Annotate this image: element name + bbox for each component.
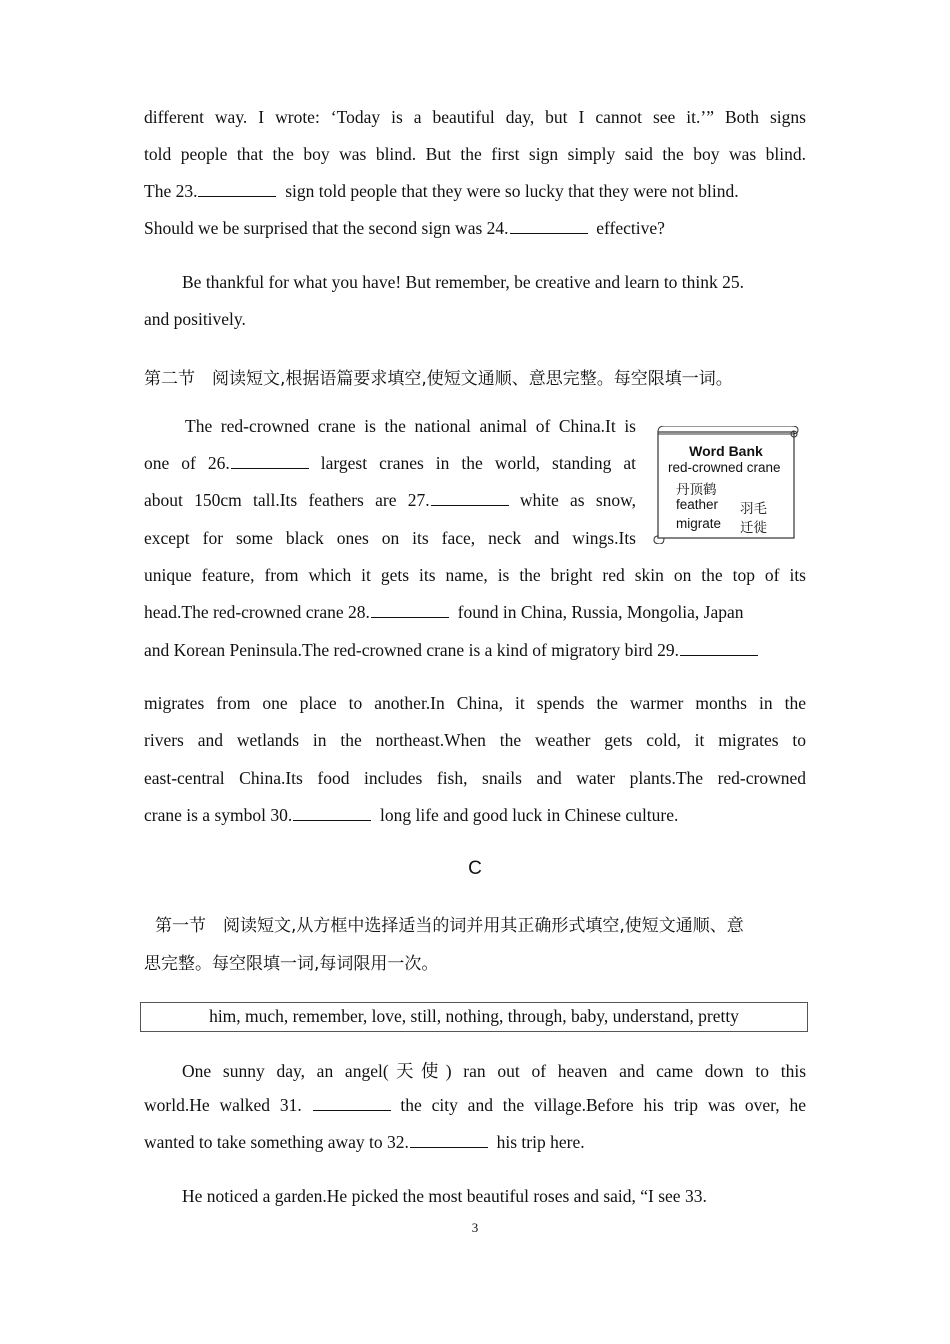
blank-31[interactable] (313, 1096, 391, 1111)
page-number: 3 (471, 1220, 479, 1235)
passage-line: world.He walked 31. the city and the village.Before his trip was over, he (144, 1095, 807, 1115)
word-bank-entry-cn: 迁徙 (740, 520, 767, 535)
word-bank-entry-cn: 羽毛 (740, 501, 767, 516)
passage-line: Should we be surprised that the second sign was 24. effective? (144, 218, 665, 238)
blank-27[interactable] (431, 491, 509, 506)
word-bank-entry-en: red-crowned crane (668, 460, 781, 475)
passage-line: except for some black ones on its face, neck and wings.Its (144, 528, 636, 548)
passage-line: The red-crowned crane is the national animal of China.It is (185, 416, 636, 436)
passage-line: He noticed a garden.He picked the most beautiful roses and said, “I see 33. (182, 1186, 707, 1206)
blank-24[interactable] (510, 219, 588, 234)
passage-line: The 23. sign told people that they were so lucky that they were not blind. (144, 181, 739, 201)
word-bank-entry-en: migrate (676, 516, 722, 531)
blank-30[interactable] (293, 806, 371, 821)
word-bank-entry-cn: 丹顶鹤 (676, 482, 717, 497)
passage-line: told people that the boy was blind. But the first sign simply said the boy was blind. (144, 144, 806, 164)
passage-line: different way. I wrote: ‘Today is a beautiful day, but I cannot see it.’” Both signs (144, 107, 806, 127)
word-bank-entry-en: feather (676, 497, 719, 512)
passage-line: unique feature, from which it gets its name, is the bright red skin on the top of its (144, 565, 806, 585)
passage-line: Be thankful for what you have! But remember, be creative and learn to think 25. (182, 272, 745, 292)
blank-29[interactable] (680, 641, 758, 656)
passage-line: crane is a symbol 30. long life and good luck in Chinese culture. (144, 805, 679, 825)
section-heading: 第一节 阅读短文,从方框中选择适当的词并用其正确形式填空,使短文通顺、意 (155, 916, 744, 936)
passage-line: about 150cm tall.Its feathers are 27. white as snow, (144, 490, 636, 510)
passage-line: wanted to take something away to 32. his trip here. (144, 1132, 585, 1152)
blank-32[interactable] (410, 1133, 488, 1148)
word-bank-title: Word Bank (689, 443, 763, 459)
word-choice-box: him, much, remember, love, still, nothing, through, baby, understand, pretty (140, 1002, 808, 1032)
section-heading: 思完整。每空限填一词,每词限用一次。 (144, 954, 439, 974)
blank-23[interactable] (198, 182, 276, 197)
passage-line: east-central China.Its food includes fish, snails and water plants.The red-crowned (144, 768, 806, 788)
part-letter: C (468, 858, 482, 879)
passage-line: one of 26. largest cranes in the world, standing at (144, 453, 636, 473)
passage-line: and positively. (144, 309, 246, 329)
blank-28[interactable] (371, 603, 449, 618)
passage-line: migrates from one place to another.In China, it spends the warmer months in the (144, 693, 806, 713)
passage-line: rivers and wetlands in the northeast.When the weather gets cold, it migrates to (144, 730, 806, 750)
passage-line: and Korean Peninsula.The red-crowned crane is a kind of migratory bird 29. (144, 640, 758, 661)
word-bank-scroll (652, 426, 800, 544)
section-heading: 第二节 阅读短文,根据语篇要求填空,使短文通顺、意思完整。每空限填一词。 (144, 369, 733, 389)
blank-26[interactable] (231, 454, 309, 469)
passage-line: head.The red-crowned crane 28. found in China, Russia, Mongolia, Japan (144, 602, 744, 622)
passage-line: One sunny day, an angel(天使) ran out of heaven and came down to this (182, 1061, 806, 1081)
